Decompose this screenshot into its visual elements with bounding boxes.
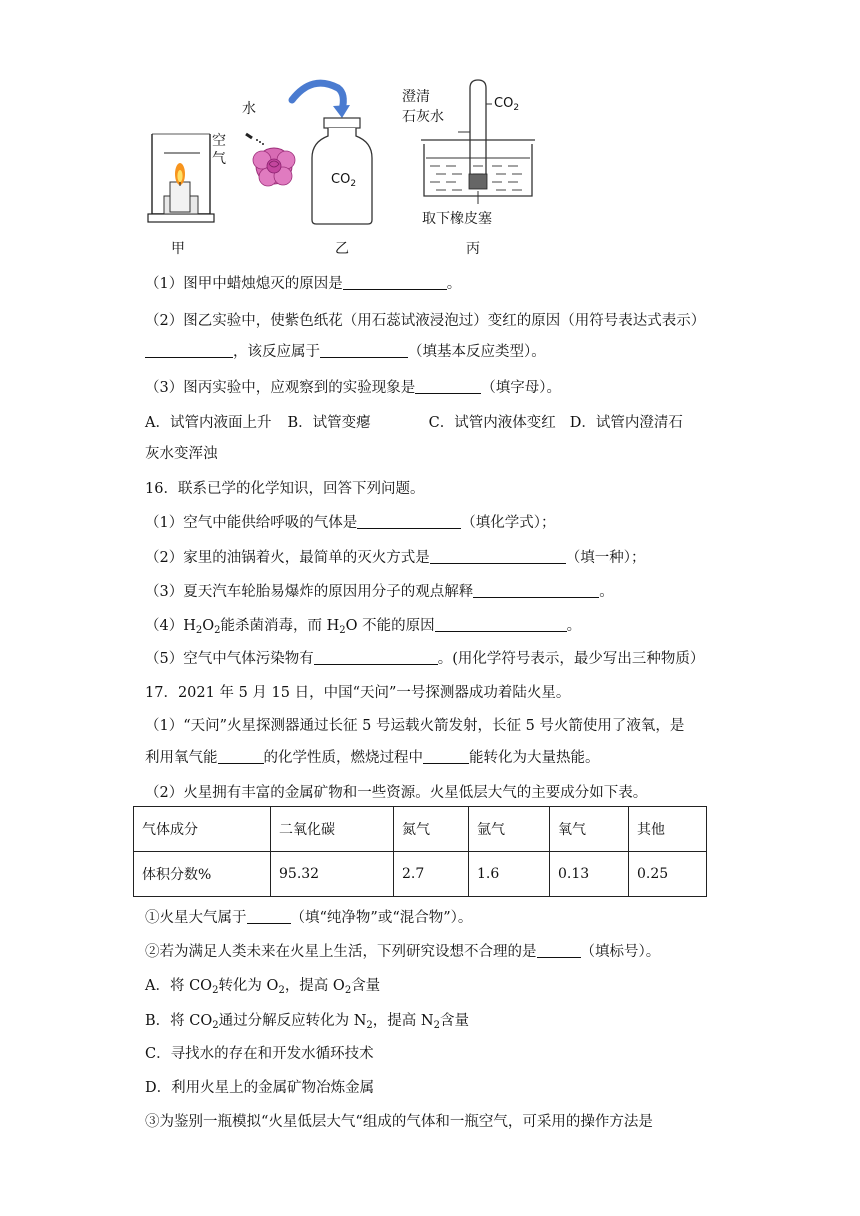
air-label-2: 气 xyxy=(212,151,226,167)
q17-part1-line1: （1）“天问”火星探测器通过长征 5 号运载火箭发射，长征 5 号火箭使用了液氧，是 xyxy=(145,718,685,734)
q17-sub3: ③为鉴别一瓶模拟“火星低层大气“组成的气体和一瓶空气，可采用的操作方法是 xyxy=(145,1114,653,1130)
candle-apparatus xyxy=(148,134,214,222)
q17-title: 17．2021 年 5 月 15 日，中国“天问”一号探测器成功着陆火星。 xyxy=(145,685,571,701)
q17-part2: （2）火星拥有丰富的金属矿物和一些资源。火星低层大气的主要成分如下表。 xyxy=(145,785,648,801)
table-cell: 体积分数% xyxy=(134,852,271,897)
q15-part1: （1）图甲中蜡烛熄灭的原因是 。 xyxy=(145,276,462,292)
q17-sub1: ①火星大气属于 （填“纯净物”或“混合物”）。 xyxy=(145,910,473,926)
caption-yi: 乙 xyxy=(335,241,349,257)
answer-blank[interactable] xyxy=(473,583,599,598)
limewater-label-2: 石灰水 xyxy=(402,109,444,125)
table-cell: 其他 xyxy=(629,807,707,852)
table-cell: 95.32 xyxy=(271,852,394,897)
stopper-label: 取下橡皮塞 xyxy=(422,211,492,227)
water-label: 水 xyxy=(242,101,256,117)
q17-option-b: B．将 $CO_2$通过分解反应转化为 $N_2$，提高 $N_2$含量 xyxy=(145,1013,469,1031)
answer-blank[interactable] xyxy=(430,549,566,564)
flower-spray xyxy=(246,134,295,186)
q15-part2-line1: （2）图乙实验中，使紫色纸花（用石蕊试液浸泡过）变红的原因（用符号表达式表示） xyxy=(145,313,706,329)
tube-co2-label: $CO_2$ xyxy=(494,96,520,113)
table-cell: 0.25 xyxy=(629,852,707,897)
option-b: B．试管变瘪 xyxy=(287,415,371,431)
q15-option-d-cont: 灰水变浑浊 xyxy=(145,446,218,462)
table-cell: 氮气 xyxy=(394,807,469,852)
table-cell: 二氧化碳 xyxy=(271,807,394,852)
answer-blank[interactable] xyxy=(423,749,469,764)
table-cell: 2.7 xyxy=(394,852,469,897)
option-c: C．试管内液体变红 xyxy=(428,415,556,431)
q17-option-a: A．将 $CO_2$转化为 $O_2$，提高 $O_2$含量 xyxy=(145,978,381,996)
q16-part3: （3）夏天汽车轮胎易爆炸的原因用分子的观点解释 。 xyxy=(145,584,614,600)
table-cell: 氩气 xyxy=(469,807,550,852)
experiment-figure xyxy=(140,74,730,264)
answer-blank[interactable] xyxy=(314,650,438,665)
table-cell: 氧气 xyxy=(550,807,629,852)
q15-part3: （3）图丙实验中，应观察到的实验现象是 （填字母）。 xyxy=(145,380,561,396)
table-header-row xyxy=(134,807,707,852)
apparatus-drawing xyxy=(140,74,730,264)
answer-blank[interactable] xyxy=(415,379,481,394)
answer-blank[interactable] xyxy=(218,749,264,764)
q16-part5: （5）空气中气体污染物有 。(用化学符号表示，最少写出三种物质） xyxy=(145,651,705,667)
table-row xyxy=(134,852,707,897)
q16-part1: （1）空气中能供给呼吸的气体是 （填化学式）； xyxy=(145,515,556,531)
co2-bottle xyxy=(292,83,372,224)
answer-blank[interactable] xyxy=(247,909,291,924)
answer-blank[interactable] xyxy=(320,343,408,358)
q17-part1-line2: 利用氧气能 的化学性质，燃烧过程中 能转化为大量热能。 xyxy=(145,750,600,766)
answer-blank[interactable] xyxy=(343,275,447,290)
q16-part2: （2）家里的油锅着火，最简单的灭火方式是 （填一种）； xyxy=(145,550,646,566)
q17-option-c: C．寻找水的存在和开发水循环技术 xyxy=(145,1046,374,1062)
jar-co2-label: $CO_2$ xyxy=(331,172,357,189)
q15-part2-line2: ，该反应属于 （填基本反应类型）。 xyxy=(145,341,546,363)
option-d: D．试管内澄清石 xyxy=(569,415,683,431)
air-label-1: 空 xyxy=(212,133,226,149)
q17-sub2: ②若为满足人类未来在火星上生活，下列研究设想不合理的是 （填标号）。 xyxy=(145,944,661,960)
q17-option-d: D．利用火星上的金属矿物冶炼金属 xyxy=(145,1080,375,1096)
answer-blank[interactable] xyxy=(435,617,567,632)
table-cell: 气体成分 xyxy=(134,807,271,852)
limewater-label-1: 澄清 xyxy=(402,89,430,105)
caption-bing: 丙 xyxy=(466,241,480,257)
q15-options xyxy=(145,412,683,434)
mars-atmosphere-table xyxy=(133,806,707,897)
table-cell: 0.13 xyxy=(550,852,629,897)
q16-part4: $(4)H_2O_2$能杀菌消毒，而 $H_2O$ 不能的原因 。 xyxy=(145,618,582,636)
table-cell: 1.6 xyxy=(469,852,550,897)
caption-jia: 甲 xyxy=(171,241,185,257)
option-a: A．试管内液面上升 xyxy=(145,415,272,431)
q16-title: 16．联系已学的化学知识，回答下列问题。 xyxy=(145,481,425,497)
answer-blank[interactable] xyxy=(357,514,461,529)
answer-blank[interactable] xyxy=(537,943,581,958)
answer-blank[interactable] xyxy=(145,343,233,358)
